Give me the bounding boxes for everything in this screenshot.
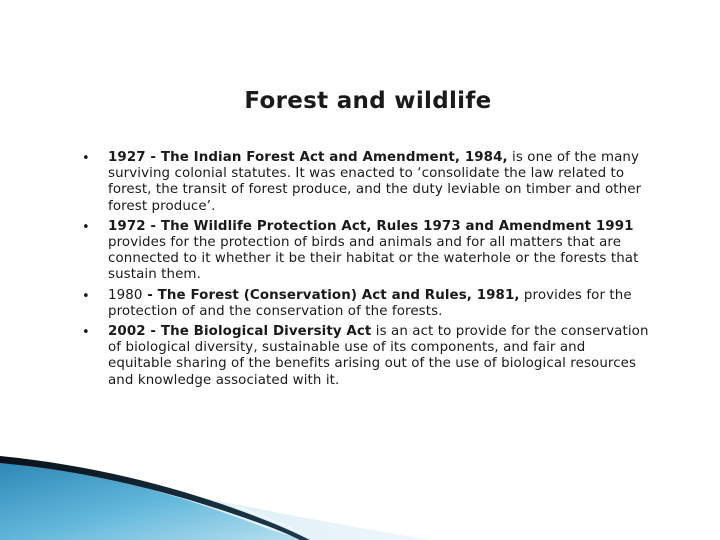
swoosh-dark-stripe — [0, 456, 310, 540]
bullet-list — [80, 150, 650, 393]
bullet-heading: 2002 - The Biological Diversity Act — [108, 324, 372, 340]
swoosh-highlight-line — [0, 454, 300, 532]
bullet-dot-icon: • — [82, 151, 90, 166]
bullet-body: provides for the protection of birds and animals and for all matters that are connected to it whether it be their habitat or the waterhole or the forests that sustain them. — [108, 235, 639, 283]
bullet-heading: 1927 - The Indian Forest Act and Amendment, 1984, — [108, 150, 508, 165]
swoosh-blue-band — [0, 460, 305, 540]
bullet-year: 1980 — [108, 287, 143, 303]
swoosh-light-band — [0, 462, 430, 540]
bullet-body: provides for the protection of and the conservation of the forests. — [108, 287, 632, 319]
corner-swoosh-decoration — [0, 440, 720, 540]
bullet-item-1980 — [80, 288, 650, 320]
bullet-dot-icon: • — [82, 288, 90, 304]
bullet-heading: - The Forest (Conservation) Act and Rules, 1981, — [142, 287, 520, 303]
bullet-body: is an act to provide for the conservation of biological diversity, sustainable use of its components, and fair and equitable sharing of the benefits arising out of the use of biological resources and knowledge associated with it. — [108, 324, 649, 388]
bullet-item-1972 — [80, 219, 650, 284]
bullet-item-1927 — [80, 150, 650, 215]
bullet-dot-icon: • — [82, 219, 90, 235]
bullet-dot-icon: • — [82, 325, 90, 341]
bullet-item-2002 — [80, 324, 650, 389]
slide-title: Forest and wildlife — [244, 88, 492, 114]
bullet-heading: 1972 - The Wildlife Protection Act, Rules 1973 and Amendment 1991 — [108, 218, 634, 234]
bullet-body: is one of the many surviving colonial statutes. It was enacted to ‘consolidate the law related to forest, the transit of forest produce, and the duty leviable on timber and other forest produce’. — [108, 150, 642, 214]
